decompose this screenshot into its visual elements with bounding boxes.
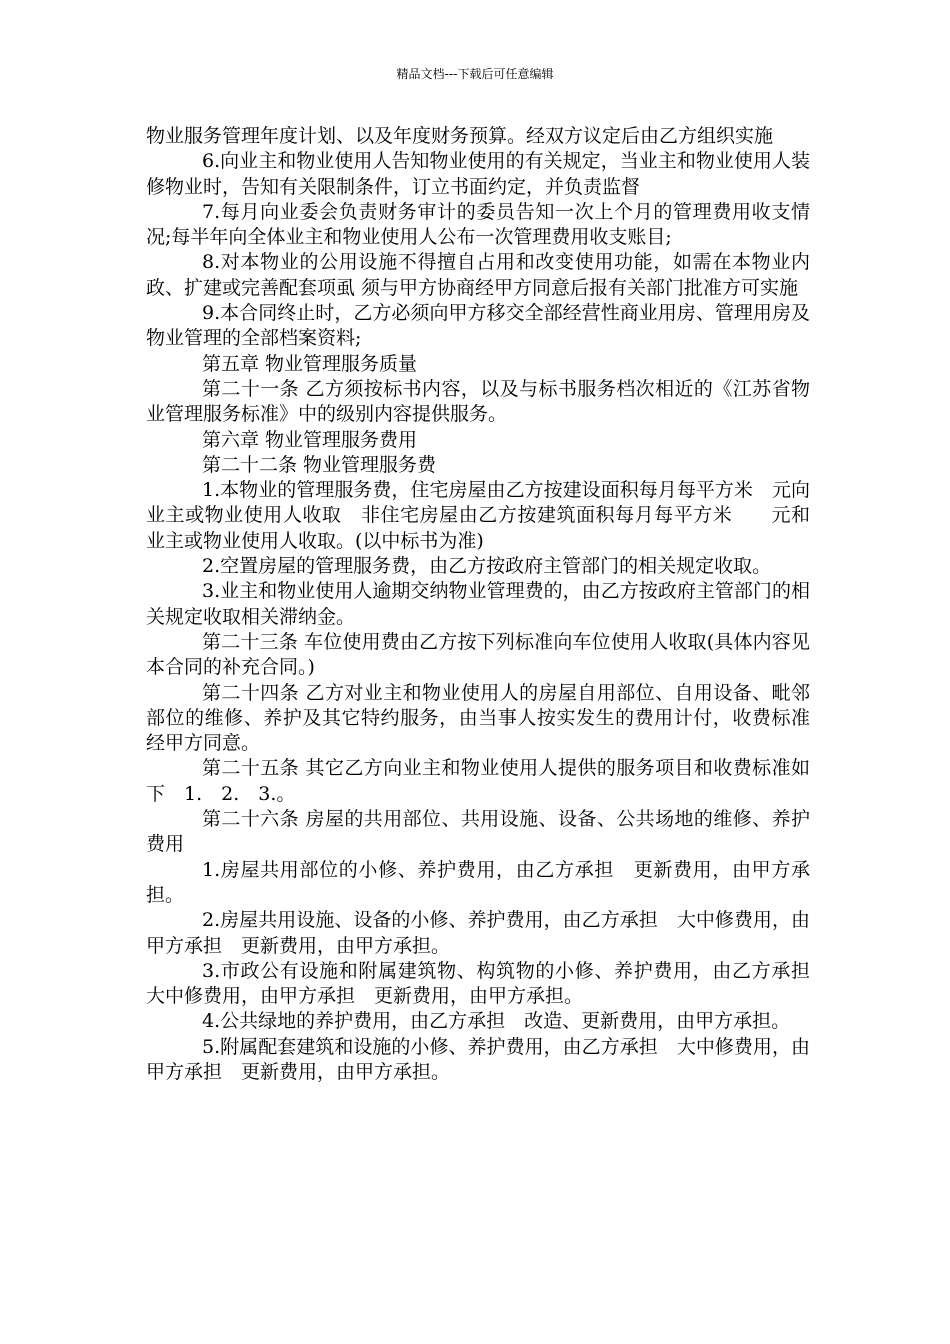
paragraph-11: 2.空置房屋的管理服务费，由乙方按政府主管部门的相关规定收取。 [202,555,772,578]
article-23: 第二十三条 车位使用费由乙方按下列标准向车位使用人收取(具体内容见本合同的补充合同。) [146,630,810,679]
paragraph-12: 3.业主和物业使用人逾期交纳物业管理费的，由乙方按政府主管部门的相关规定收取相关滞纳金。 [146,580,810,628]
article-21: 第二十一条 乙方须按标书内容，以及与标书服务档次相近的《江苏省物业管理服务标准》中的级别内容提供服务。 [146,377,810,426]
paragraph-3: 7.每月向业委会负责财务审计的委员告知一次上个月的管理费用收支情况;每半年向全体业主和物业使用人公布一次管理费用收支账目; [146,200,810,249]
paragraph-18: 2.房屋共用设施、设备的小修、养护费用，由乙方承担 大中修费用，由甲方承担 更新费用，由甲方承担。 [146,909,810,957]
paragraph-2: 6.向业主和物业使用人告知物业使用的有关规定，当业主和物业使用人装修物业时，告知有关限制条件，订立书面约定，并负责监督 [146,150,810,198]
article-26-heading: 第二十六条 房屋的共用部位、共用设施、设备、公共场地的维修、养护费用 [146,808,810,856]
paragraph-1: 物业服务管理年度计划、以及年度财务预算。经双方议定后由乙方组织实施 [146,125,774,147]
article-22-heading: 第二十二条 物业管理服务费 [202,453,437,476]
paragraph-17: 1.房屋共用部位的小修、养护费用，由乙方承担 更新费用，由甲方承担。 [146,858,810,906]
chapter-6-heading: 第六章 物业管理服务费用 [202,428,418,451]
paragraph-19: 3.市政公有设施和附属建筑物、构筑物的小修、养护费用，由乙方承担 大中修费用，由甲方承担 更新费用，由甲方承担。 [146,959,830,1008]
paragraph-5: 9.本合同终止时，乙方必须向甲方移交全部经营性商业用房、管理用房及物业管理的全部档案资料; [146,302,810,350]
paragraph-21: 5.附属配套建筑和设施的小修、养护费用，由乙方承担 大中修费用，由甲方承担 更新费用，由甲方承担。 [146,1035,810,1083]
paragraph-20: 4.公共绿地的养护费用，由乙方承担 改造、更新费用，由甲方承担。 [202,1010,791,1033]
article-24: 第二十四条 乙方对业主和物业使用人的房屋自用部位、自用设备、毗邻部位的维修、养护及其它特约服务，由当事人按实发生的费用计付，收费标准经甲方同意。 [146,681,810,755]
paragraph-4: 8.对本物业的公用设施不得擅自占用和改变使用功能，如需在本物业内政、扩建或完善配套项虱 须与甲方协商经甲方同意后报有关部门批准方可实施 [146,251,810,299]
article-25: 第二十五条 其它乙方向业主和物业使用人提供的服务项目和收费标准如下 1. 2. 3.。 [146,757,810,805]
paragraph-10: 1.本物业的管理服务费，住宅房屋由乙方按建设面积每月每平方米 元向业主或物业使用人收取 非住宅房屋由乙方按建筑面积每月每平方米 元和业主或物业使用人收取。(以中标书为准) [146,479,810,552]
chapter-5-heading: 第五章 物业管理服务质量 [202,352,418,375]
page-header: 精品文档---下载后可任意编辑 [396,67,554,81]
document-body [146,124,830,1085]
